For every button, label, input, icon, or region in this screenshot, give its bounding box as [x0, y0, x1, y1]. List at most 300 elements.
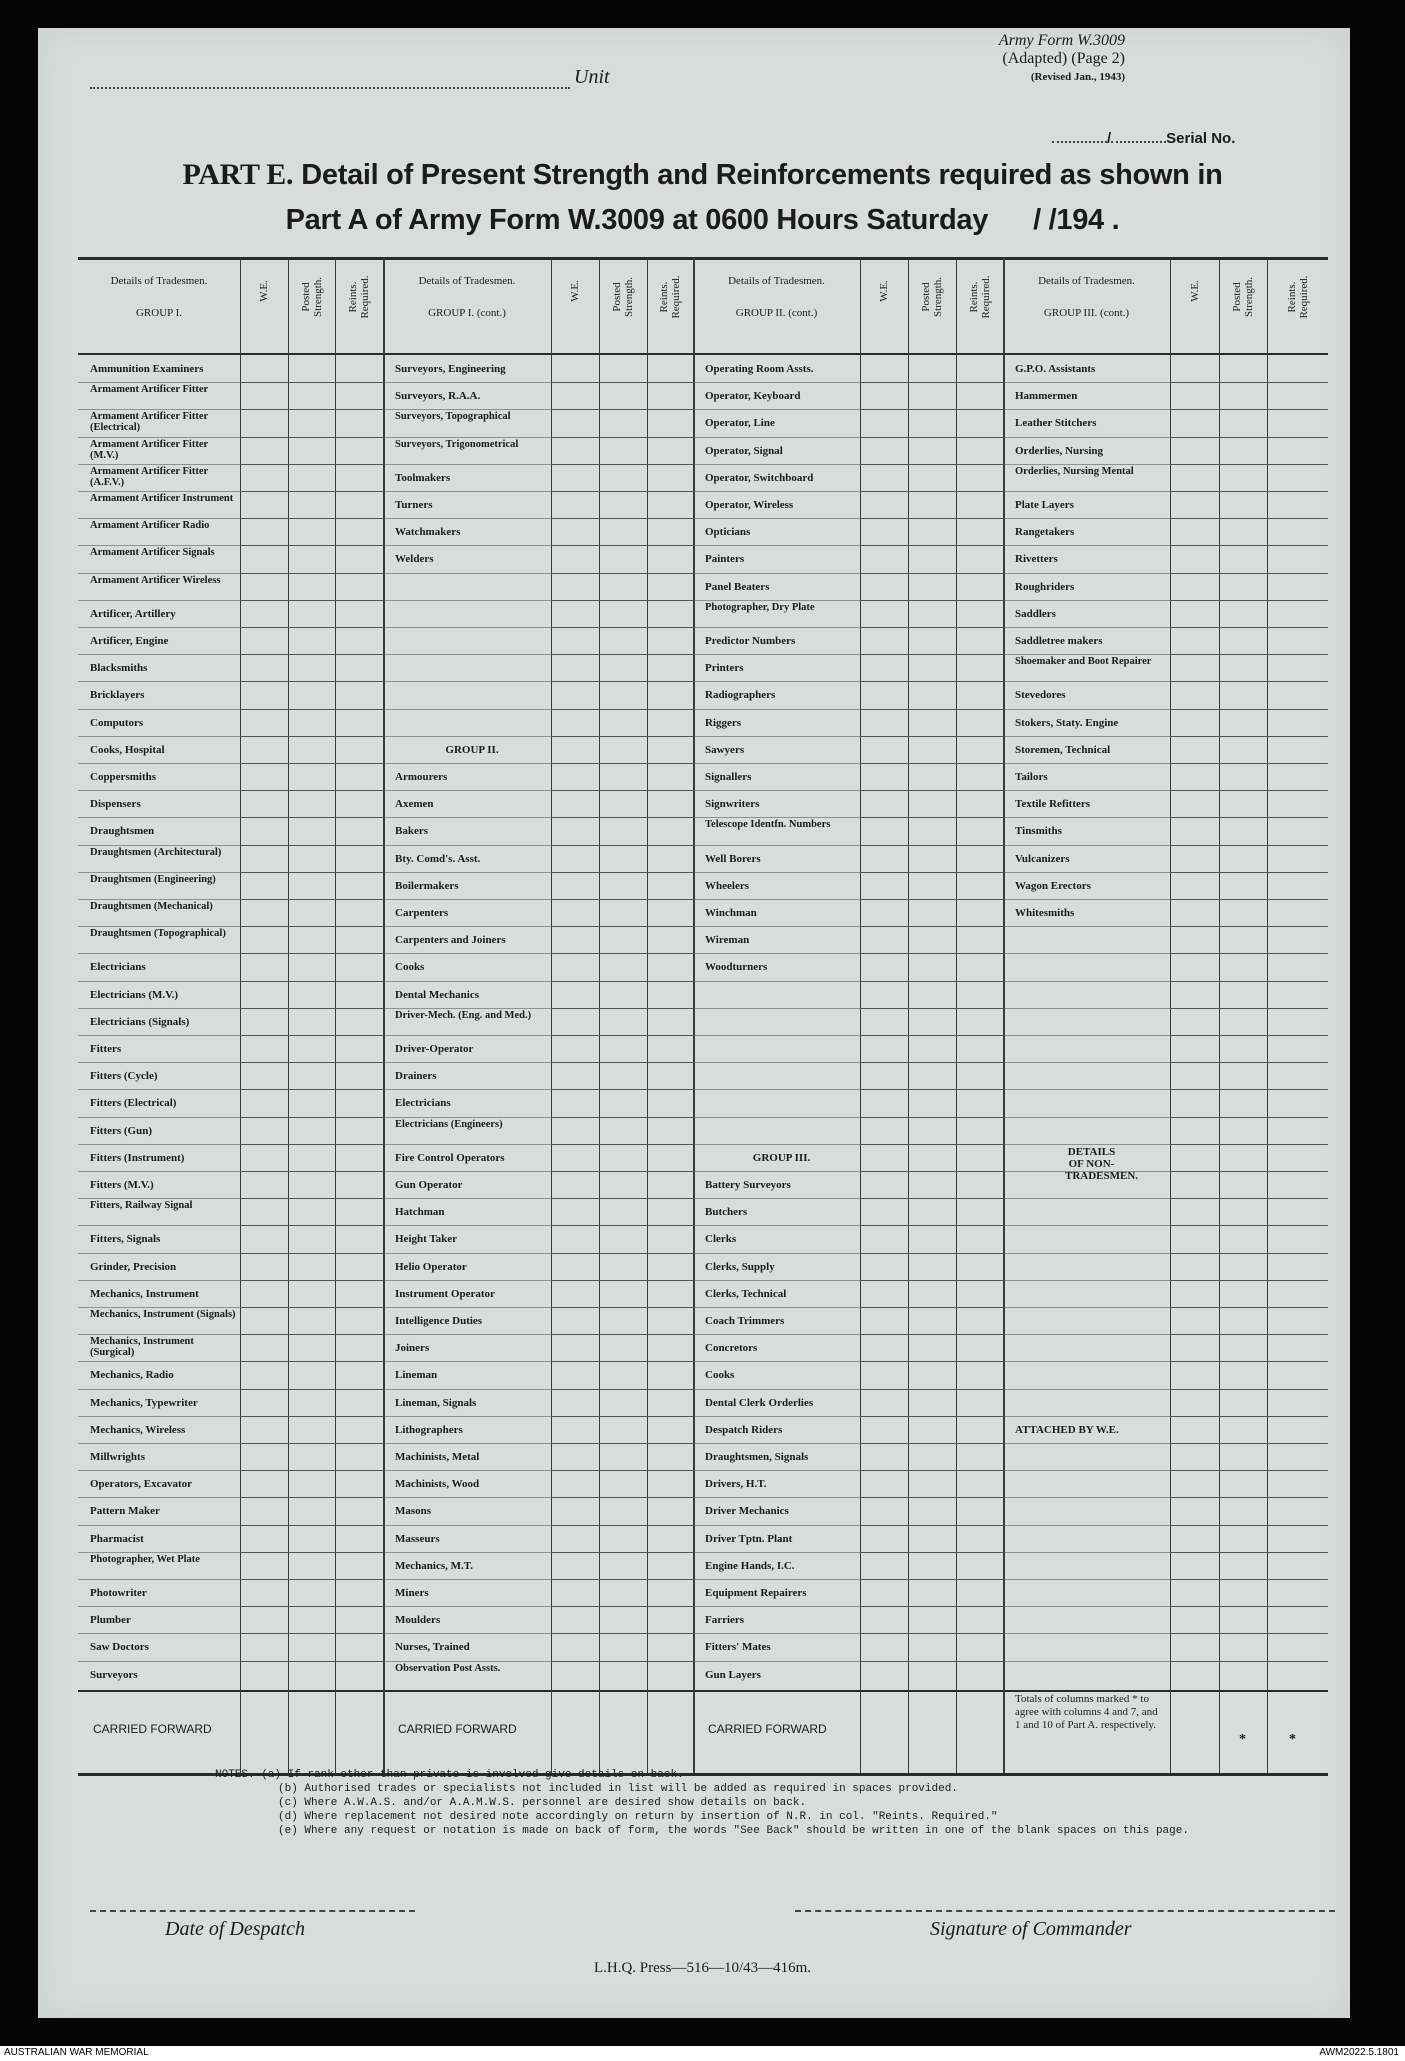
col2-row-label: Lithographers: [395, 1424, 463, 1436]
col4-label-row-rule: [1003, 573, 1170, 574]
col3-row-label: Concretors: [705, 1343, 758, 1355]
col3-row-label: Well Borers: [705, 853, 761, 865]
col3-label-row-rule: [693, 1035, 860, 1036]
col2-row-rule: [551, 899, 693, 900]
col2-row-rule: [551, 409, 693, 410]
col1-we-header: W.E.: [258, 280, 270, 302]
col2-row-label: Armourers: [395, 772, 448, 783]
col4-row-rule: [1170, 518, 1328, 519]
col3-label-row-rule: [693, 518, 860, 519]
col2-label-row-rule: [383, 1552, 551, 1553]
col3-row-rule: [860, 736, 1003, 737]
col3-row-label: Riggers: [705, 717, 742, 729]
col3-label-row-rule: [693, 1307, 860, 1308]
col3-label-row-rule: [693, 1198, 860, 1199]
col1-label-row-rule: [78, 1552, 240, 1553]
col1-label-row-rule: [78, 1008, 240, 1009]
col3-vrule-3: [1003, 257, 1005, 1773]
col2-row-label: Moulders: [395, 1615, 441, 1627]
col4-header: Details of Tradesmen.: [1038, 275, 1135, 287]
col3-row-rule: [860, 845, 1003, 846]
col3-row-label: Signallers: [705, 772, 752, 783]
col4-label-row-rule: [1003, 1497, 1170, 1498]
col1-row-label: Pattern Maker: [90, 1506, 160, 1518]
col2-row-label: Cooks: [395, 962, 425, 974]
col4-label-row-rule: [1003, 1389, 1170, 1390]
col3-row-rule: [860, 981, 1003, 982]
col2-label-row-rule: [383, 1198, 551, 1199]
col4-row-label: Vulcanizers: [1015, 853, 1070, 865]
col1-row-label: Computors: [90, 717, 144, 729]
col1-row-label: Electricians: [90, 962, 146, 974]
col2-label-row-rule: [383, 1035, 551, 1036]
col3-row-label: Winchman: [705, 908, 757, 919]
col4-row-rule: [1170, 1606, 1328, 1607]
col1-label-row-rule: [78, 817, 240, 818]
col4-row-rule: [1170, 1579, 1328, 1580]
col2-label-row-rule: [383, 1416, 551, 1417]
col4-label-row-rule: [1003, 1633, 1170, 1634]
form-ref-line3: (Revised Jan., 1943): [1030, 71, 1125, 83]
col1-row-rule: [240, 518, 383, 519]
col4-row-label: Orderlies, Nursing: [1015, 445, 1103, 457]
col2-row-rule: [551, 1062, 693, 1063]
col1-row-label: Armament Artificer Fitter: [90, 384, 209, 396]
col2-label-row-rule: [383, 1661, 551, 1662]
col2-row-label: Intelligence Duties: [395, 1316, 483, 1327]
col4-row-rule: [1170, 1470, 1328, 1471]
col4-posted-header: Posted Strength.: [1231, 276, 1255, 318]
col1-row-rule: [240, 1225, 383, 1226]
col1-row-label: Fitters (Instrument): [90, 1152, 185, 1164]
col3-row-rule: [860, 573, 1003, 574]
col1-row-label: Saw Doctors: [90, 1642, 149, 1654]
col1-label-row-rule: [78, 1443, 240, 1444]
col2-label-row-rule: [383, 899, 551, 900]
col2-row-label: Carpenters and Joiners: [395, 935, 506, 947]
col4-label-row-rule: [1003, 1525, 1170, 1526]
form-ref-line1: Army Form W.3009: [998, 32, 1125, 49]
col4-row-label: Rivetters: [1015, 554, 1058, 566]
col4-we-header: W.E.: [1188, 280, 1201, 302]
col3-row-rule: [860, 1633, 1003, 1634]
col1-label-row-rule: [78, 573, 240, 574]
col2-section-heading: GROUP II.: [445, 743, 499, 756]
col2-vrule-1: [599, 257, 600, 1773]
col4-label-row-rule: [1003, 545, 1170, 546]
col1-row-rule: [240, 845, 383, 846]
col3-row-rule: [860, 382, 1003, 383]
col1-row-rule: [240, 926, 383, 927]
col1-label-row-rule: [78, 409, 240, 410]
col2-row-rule: [551, 1334, 693, 1335]
col3-label-row-rule: [693, 817, 860, 818]
unit-field: [90, 66, 610, 89]
col4-label-row-rule: [1003, 763, 1170, 764]
col1-row-rule: [240, 1416, 383, 1417]
col3-label-row-rule: [693, 1089, 860, 1090]
col3-row-rule: [860, 1117, 1003, 1118]
col4-section-heading: ATTACHED BY W.E.: [1015, 1423, 1119, 1436]
col2-row-rule: [551, 1035, 693, 1036]
title-date: / /194 .: [1033, 204, 1120, 236]
col3-row-rule: [860, 437, 1003, 438]
note-e: (e) Where any request or notation is made on back of form, the words "See Back" should be written in one of the blank spaces on this page.: [278, 1825, 1189, 1837]
col1-row-rule: [240, 953, 383, 954]
col4-row-rule: [1170, 1144, 1328, 1145]
col3-row-label: Clerks: [705, 1234, 737, 1246]
col1-label-row-rule: [78, 464, 240, 465]
col2-row-rule: [551, 681, 693, 682]
col1-row-rule: [240, 1280, 383, 1281]
col1-row-rule: [240, 1171, 383, 1172]
footer-right: AWM2022.5.1801: [1319, 2047, 1399, 2058]
col2-row-label: Nurses, Trained: [395, 1642, 470, 1654]
col3-row-label: Driver Tptn. Plant: [705, 1533, 793, 1545]
col2-row-rule: [551, 1008, 693, 1009]
col4-label-row-rule: [1003, 409, 1170, 410]
posted-strength-star: *: [1239, 1731, 1246, 1747]
col3-row-rule: [860, 545, 1003, 546]
col1-label-row-rule: [78, 1253, 240, 1254]
col2-row-label: Watchmakers: [395, 527, 461, 539]
col3-row-rule: [860, 409, 1003, 410]
col4-row-rule: [1170, 1443, 1328, 1444]
col1-row-label: Surveyors: [90, 1669, 138, 1681]
col4-row-rule: [1170, 600, 1328, 601]
col2-label-row-rule: [383, 1062, 551, 1063]
col3-label-row-rule: [693, 1171, 860, 1172]
col4-label-row-rule: [1003, 1280, 1170, 1281]
col3-row-label: Draughtsmen, Signals: [705, 1452, 809, 1463]
col1-row-rule: [240, 1144, 383, 1145]
col3-row-rule: [860, 518, 1003, 519]
col2-row-label: Masseurs: [395, 1533, 440, 1545]
col2-row-rule: [551, 491, 693, 492]
col4-label-row-rule: [1003, 790, 1170, 791]
col1-row-rule: [240, 437, 383, 438]
col1-label-row-rule: [78, 1606, 240, 1607]
col1-row-label: Draughtsmen (Architectural): [90, 846, 222, 858]
col2-row-label: Machinists, Wood: [395, 1479, 480, 1491]
col4-row-rule: [1170, 1497, 1328, 1498]
col4-row-rule: [1170, 1171, 1328, 1172]
col3-row-rule: [860, 1280, 1003, 1281]
col4-row-rule: [1170, 1334, 1328, 1335]
col2-row-rule: [551, 763, 693, 764]
col4-row-rule: [1170, 1198, 1328, 1199]
col1-row-label: Fitters: [90, 1044, 122, 1055]
col3-row-rule: [860, 763, 1003, 764]
col3-row-rule: [860, 1606, 1003, 1607]
col2-label-row-rule: [383, 518, 551, 519]
col3-vrule-2: [956, 257, 957, 1773]
col1-label-row-rule: [78, 382, 240, 383]
col1-row-rule: [240, 1307, 383, 1308]
col4-row-rule: [1170, 1280, 1328, 1281]
col4-label-row-rule: [1003, 600, 1170, 601]
col3-row-rule: [860, 1497, 1003, 1498]
col1-row-rule: [240, 1361, 383, 1362]
col2-label-row-rule: [383, 382, 551, 383]
col4-row-label: Saddlers: [1015, 608, 1056, 620]
col4-row-rule: [1170, 1525, 1328, 1526]
col2-row-rule: [551, 1633, 693, 1634]
col2-row-label: Instrument Operator: [395, 1288, 495, 1300]
col1-row-label: Fitters, Railway Signal: [90, 1200, 193, 1212]
col4-label-row-rule: [1003, 845, 1170, 846]
col2-row-label: Surveyors, Trigonometrical: [395, 438, 519, 450]
col3-row-label: Woodturners: [705, 962, 768, 974]
col3-row-rule: [860, 817, 1003, 818]
col4-label-row-rule: [1003, 1062, 1170, 1063]
col4-row-rule: [1170, 926, 1328, 927]
col2-row-rule: [551, 437, 693, 438]
col3-label-row-rule: [693, 1470, 860, 1471]
col3-row-rule: [860, 464, 1003, 465]
col4-row-rule: [1170, 681, 1328, 682]
col4-row-label: Saddletree makers: [1015, 636, 1103, 647]
form-ref-line2: (Adapted) (Page 2): [1002, 50, 1125, 67]
press-imprint: L.H.Q. Press—516—10/43—416m.: [593, 1960, 812, 1976]
col4-label-row-rule: [1003, 953, 1170, 954]
col2-row-rule: [551, 518, 693, 519]
col3-row-rule: [860, 872, 1003, 873]
col3-label-row-rule: [693, 1280, 860, 1281]
footer-left: AUSTRALIAN WAR MEMORIAL: [4, 2047, 149, 2058]
col4-row-rule: [1170, 899, 1328, 900]
col2-row-rule: [551, 872, 693, 873]
note-b: (b) Authorised trades or specialists not included in list will be added as required in spaces provided.: [278, 1783, 958, 1795]
col2-row-label: Helio Operator: [395, 1261, 467, 1273]
col2-label-row-rule: [383, 1606, 551, 1607]
col2-row-label: Surveyors, Topographical: [395, 411, 511, 423]
col4-row-rule: [1170, 1035, 1328, 1036]
col3-group-label: GROUP II. (cont.): [735, 307, 818, 319]
col3-label-row-rule: [693, 1552, 860, 1553]
col3-label-row-rule: [693, 736, 860, 737]
col3-label-row-rule: [693, 981, 860, 982]
col4-row-rule: [1170, 491, 1328, 492]
col1-label-row-rule: [78, 681, 240, 682]
col2-label-row-rule: [383, 437, 551, 438]
col2-row-label: Electricians: [395, 1098, 451, 1110]
col4-label-row-rule: [1003, 1361, 1170, 1362]
col1-row-label: Mechanics, Instrument (Surgical): [90, 1336, 194, 1359]
archive-footer: [0, 2046, 1405, 2061]
col3-label-row-rule: [693, 437, 860, 438]
col3-row-label: Dental Clerk Orderlies: [705, 1397, 814, 1409]
col3-row-rule: [860, 600, 1003, 601]
col3-row-rule: [860, 1334, 1003, 1335]
col3-label-row-rule: [693, 845, 860, 846]
col1-label-row-rule: [78, 736, 240, 737]
col4-label-row-rule: [1003, 1470, 1170, 1471]
col2-row-label: Dental Mechanics: [395, 989, 480, 1001]
col1-label-row-rule: [78, 1225, 240, 1226]
col2-row-label: Turners: [395, 500, 433, 511]
col3-label-row-rule: [693, 1008, 860, 1009]
col3-row-rule: [860, 1008, 1003, 1009]
col2-label-row-rule: [383, 1144, 551, 1145]
col4-label-row-rule: [1003, 926, 1170, 927]
col4-label-row-rule: [1003, 872, 1170, 873]
col2-row-label: Miners: [395, 1588, 429, 1599]
col2-label-row-rule: [383, 1579, 551, 1580]
col1-label-row-rule: [78, 763, 240, 764]
col3-label-row-rule: [693, 573, 860, 574]
col3-label-row-rule: [693, 790, 860, 791]
col3-row-rule: [860, 654, 1003, 655]
col1-row-rule: [240, 600, 383, 601]
col4-row-rule: [1170, 1062, 1328, 1063]
col4-row-rule: [1170, 981, 1328, 982]
col2-row-rule: [551, 464, 693, 465]
part-label: PART E.: [182, 158, 294, 191]
col2-row-label: Fire Control Operators: [395, 1152, 505, 1164]
col1-row-label: Photowriter: [90, 1588, 147, 1599]
col1-label-row-rule: [78, 1470, 240, 1471]
col2-row-rule: [551, 627, 693, 628]
col1-label-row-rule: [78, 1661, 240, 1662]
col3-label-row-rule: [693, 709, 860, 710]
col1-row-rule: [240, 627, 383, 628]
col2-row-rule: [551, 1361, 693, 1362]
col2-label-row-rule: [383, 464, 551, 465]
col4-label-row-rule: [1003, 1443, 1170, 1444]
col3-row-rule: [860, 1198, 1003, 1199]
col2-label-row-rule: [383, 1280, 551, 1281]
col2-row-label: Drainers: [395, 1071, 437, 1083]
col3-row-label: Equipment Repairers: [705, 1588, 807, 1599]
col4-row-rule: [1170, 1253, 1328, 1254]
col2-row-rule: [551, 1389, 693, 1390]
col3-label-row-rule: [693, 1661, 860, 1662]
col1-row-rule: [240, 872, 383, 873]
col3-label-row-rule: [693, 1117, 860, 1118]
col2-row-rule: [551, 1144, 693, 1145]
note-a: NOTES.—(a) If rank other than private is involved give details on back.: [215, 1769, 684, 1781]
col2-label-row-rule: [383, 981, 551, 982]
col3-label-row-rule: [693, 1334, 860, 1335]
col4-row-label: Stokers, Staty. Engine: [1015, 717, 1119, 729]
col1-label-row-rule: [78, 1144, 240, 1145]
col1-row-label: Fitters (Cycle): [90, 1071, 158, 1083]
col2-row-label: Driver-Mech. (Eng. and Med.): [395, 1009, 532, 1021]
col2-label-row-rule: [383, 1525, 551, 1526]
col4-reints-header: Reints. Required.: [1285, 275, 1310, 319]
col2-row-rule: [551, 1225, 693, 1226]
col1-row-rule: [240, 1008, 383, 1009]
col2-label-row-rule: [383, 409, 551, 410]
col4-label-row-rule: [1003, 1579, 1170, 1580]
col3-label-row-rule: [693, 1416, 860, 1417]
col2-row-rule: [551, 1089, 693, 1090]
col3-section-heading: GROUP III.: [752, 1151, 811, 1164]
col4-row-rule: [1170, 1361, 1328, 1362]
col4-row-label: Hammermen: [1015, 391, 1078, 403]
col1-row-rule: [240, 409, 383, 410]
col4-row-rule: [1170, 1117, 1328, 1118]
col2-row-rule: [551, 790, 693, 791]
col2-row-rule: [551, 600, 693, 601]
col1-label-row-rule: [78, 1361, 240, 1362]
col4-row-rule: [1170, 409, 1328, 410]
col3-label-row-rule: [693, 382, 860, 383]
col1-row-label: Fitters (M.V.): [90, 1180, 154, 1191]
col4-label-row-rule: [1003, 899, 1170, 900]
col3-label-row-rule: [693, 1144, 860, 1145]
col1-row-rule: [240, 491, 383, 492]
col1-row-label: Artificer, Artillery: [90, 608, 176, 620]
col4-row-rule: [1170, 573, 1328, 574]
col1-row-label: Draughtsmen (Topographical): [90, 928, 226, 940]
col2-row-rule: [551, 709, 693, 710]
col3-posted-header: Posted Strength.: [920, 276, 944, 318]
col3-label-row-rule: [693, 1225, 860, 1226]
col3-row-rule: [860, 491, 1003, 492]
col4-row-label: Shoemaker and Boot Repairer: [1015, 656, 1152, 668]
col2-row-label: Welders: [395, 554, 434, 566]
col1-row-rule: [240, 709, 383, 710]
note-d: (d) Where replacement not desired note accordingly on return by insertion of N.R. in col. "Reints. Required.": [278, 1811, 998, 1823]
col4-row-rule: [1170, 953, 1328, 954]
col2-row-rule: [551, 1198, 693, 1199]
col1-label-row-rule: [78, 545, 240, 546]
serial-field: / Serial No.: [1052, 130, 1235, 147]
col3-label-row-rule: [693, 1361, 860, 1362]
col2-row-rule: [551, 545, 693, 546]
col1-row-rule: [240, 1253, 383, 1254]
col2-label-row-rule: [383, 654, 551, 655]
col2-label-row-rule: [383, 681, 551, 682]
col3-label-row-rule: [693, 1606, 860, 1607]
col4-row-rule: [1170, 1633, 1328, 1634]
col1-row-rule: [240, 573, 383, 574]
col1-label-row-rule: [78, 627, 240, 628]
col2-row-rule: [551, 1416, 693, 1417]
col4-row-rule: [1170, 545, 1328, 546]
col4-row-rule: [1170, 1307, 1328, 1308]
col3-row-rule: [860, 1035, 1003, 1036]
col2-label-row-rule: [383, 709, 551, 710]
signature-of-commander-label: Signature of Commander: [930, 1918, 1132, 1940]
col1-label-row-rule: [78, 899, 240, 900]
col1-row-label: Fitters, Signals: [90, 1234, 161, 1246]
col4-row-label: Textile Refitters: [1015, 799, 1091, 811]
col1-row-label: Armament Artificer Signals: [90, 547, 215, 559]
col2-row-rule: [551, 1253, 693, 1254]
col4-label-row-rule: [1003, 1008, 1170, 1009]
col1-row-label: Draughtsmen (Mechanical): [90, 901, 213, 912]
col2-label-row-rule: [383, 1361, 551, 1362]
col2-carried-forward: CARRIED FORWARD: [398, 1721, 517, 1736]
col3-row-rule: [860, 1171, 1003, 1172]
col2-label-row-rule: [383, 1443, 551, 1444]
col4-row-label: Whitesmiths: [1015, 908, 1075, 919]
col1-row-rule: [240, 545, 383, 546]
col4-row-rule: [1170, 1661, 1328, 1662]
col1-row-rule: [240, 790, 383, 791]
col1-vrule-0: [240, 257, 241, 1773]
col3-row-label: Engine Hands, I.C.: [705, 1560, 795, 1572]
col2-reints-header: Reints. Required.: [658, 275, 682, 319]
strength-table: [78, 257, 1328, 1790]
col3-label-row-rule: [693, 1633, 860, 1634]
carried-forward-top-rule: [78, 1690, 1328, 1692]
col1-label-row-rule: [78, 1089, 240, 1090]
col4-label-row-rule: [1003, 1334, 1170, 1335]
